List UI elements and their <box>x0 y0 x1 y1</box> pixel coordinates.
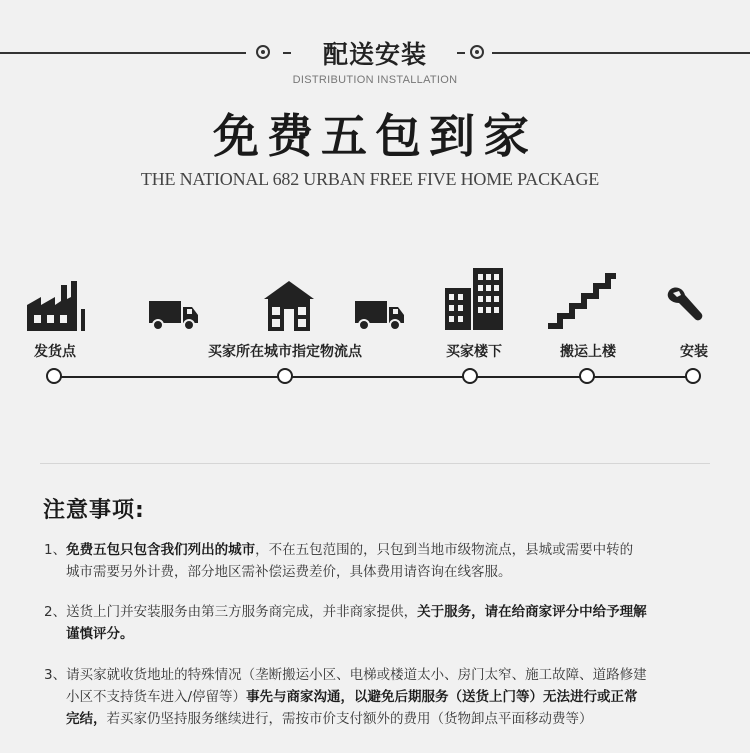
note-number: 1、 <box>44 542 67 558</box>
ring-ornament-right-icon <box>470 45 484 59</box>
divider <box>40 463 710 464</box>
note-item-1 <box>44 539 724 583</box>
header-line-left <box>0 52 246 54</box>
note-line <box>44 686 724 708</box>
note-bold-text: 谨慎评分。 <box>66 626 134 642</box>
step-label-downstairs: 买家楼下 <box>446 344 502 360</box>
note-text: 请买家就收货地址的特殊情况（垄断搬运小区、电梯或楼道太小、房门太窄、施工故障、道路修建 <box>66 667 647 683</box>
note-text: ，不在五包范围的，只包到当地市级物流点，县城或需要中转的 <box>255 542 634 558</box>
dash-left <box>283 52 291 54</box>
note-line <box>44 708 724 730</box>
section-title: 配送安装 <box>322 40 427 69</box>
note-text: 送货上门并安装服务由第三方服务商完成，并非商家提供， <box>66 604 418 620</box>
note-item-3 <box>44 664 724 730</box>
wrench-icon <box>665 285 705 325</box>
timeline-node <box>685 368 701 384</box>
note-text: 若买家仍坚持服务继续进行，需按市价支付额外的费用（货物卸点平面移动费等） <box>106 711 593 727</box>
headline-english: THE NATIONAL 682 URBAN FREE FIVE HOME PACKAGE <box>140 169 600 189</box>
header-line-right <box>492 52 750 54</box>
timeline-node <box>277 368 293 384</box>
note-number: 2、 <box>44 604 67 620</box>
timeline-node <box>579 368 595 384</box>
note-bold-text: 免费五包只包含我们列出的城市 <box>66 542 256 558</box>
truck-icon <box>355 299 405 331</box>
step-label-carry-upstairs: 搬运上楼 <box>560 344 616 360</box>
house-icon <box>262 279 316 331</box>
buildings-icon <box>445 268 503 330</box>
headline: 免费五包到家 <box>213 109 537 163</box>
process-timeline <box>54 376 694 378</box>
factory-icon <box>25 279 87 331</box>
note-text: 城市需要另外计费，部分地区需补偿运费差价，具体费用请咨询在线客服。 <box>66 564 512 580</box>
dash-right <box>457 52 465 54</box>
note-number: 3、 <box>44 667 67 683</box>
note-text: 小区不支持货车进入/停留等） <box>66 689 247 705</box>
step-label-install: 安装 <box>680 344 708 360</box>
note-bold-text: 关于服务，请在给商家评分中给予理解 <box>417 604 647 620</box>
notes-title: 注意事项: <box>43 498 145 523</box>
note-item-2 <box>44 601 724 645</box>
step-label-shipping-point: 发货点 <box>34 344 76 360</box>
note-bold-text: 完结， <box>66 711 107 727</box>
timeline-node <box>46 368 62 384</box>
truck-icon <box>149 299 199 331</box>
section-subtitle: DISTRIBUTION INSTALLATION <box>292 74 458 86</box>
note-bold-text: 事先与商家沟通，以避免后期服务（送货上门等）无法进行或正常 <box>246 689 638 705</box>
ring-ornament-left-icon <box>256 45 270 59</box>
timeline-node <box>462 368 478 384</box>
stairs-icon <box>548 272 616 330</box>
step-label-city-logistics-point: 买家所在城市指定物流点 <box>208 344 362 360</box>
